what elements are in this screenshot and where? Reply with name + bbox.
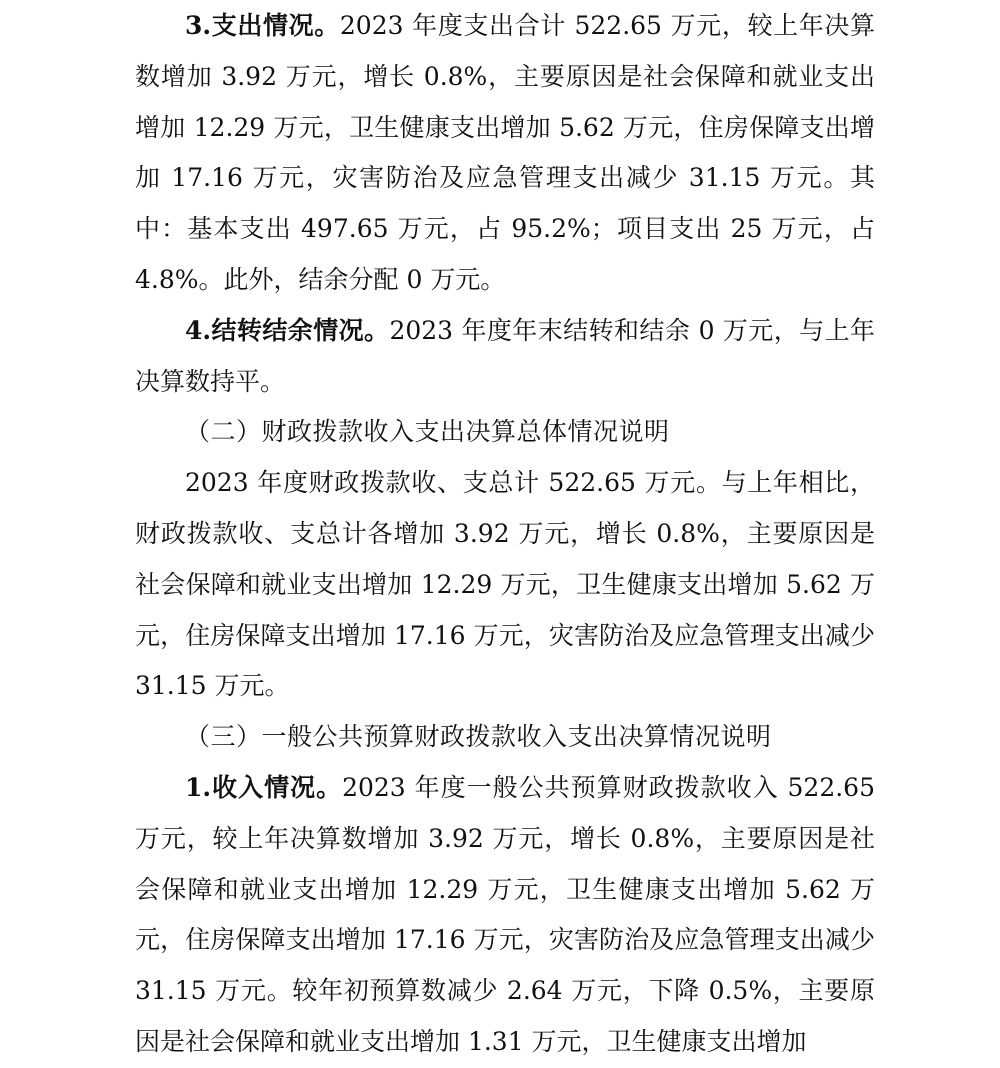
paragraph-body-expenditure: 2023 年度支出合计 522.65 万元，较上年决算数增加 3.92 万元，增长 0.8%，主要原因是社会保障和就业支出增加 12.29 万元，卫生健康支出增加 5.62 万元，住房保障支出增加 17.16 万元，灾害防治及应急管理支出减少 31.15 万元。其中：基本支出 497.65 万元，占 95.2%；项目支出 25 万元，占 4.8%。此外，结余分配 0 万元。 (135, 11, 875, 294)
paragraph-body-income: 2023 年度一般公共预算财政拨款收入 522.65 万元，较上年决算数增加 3.92 万元，增长 0.8%，主要原因是社会保障和就业支出增加 12.29 万元，卫生健康支出增加 5.62 万元，住房保障支出增加 17.16 万元，灾害防治及应急管理支出减少 31.15 万元。较年初预算数减少 2.64 万元，下降 0.5%，主要原因是社会保障和就业支出增加 1.31 万元，卫生健康支出增加 (135, 772, 875, 1056)
paragraph-body-fiscal-overall: 2023 年度财政拨款收、支总计 522.65 万元。与上年相比，财政拨款收、支总计各增加 3.92 万元，增长 0.8%，主要原因是社会保障和就业支出增加 12.29 万元，卫生健康支出增加 5.62 万元，住房保障支出增加 17.16 万元，灾害防治及应急管理支出减少 31.15 万元。 (135, 468, 875, 701)
document-page (135, 0, 875, 1068)
paragraph-lead-expenditure: 3.支出情况。 (185, 11, 340, 40)
paragraph-carryover (135, 306, 875, 408)
section-heading-3: （三）一般公共预算财政拨款收入支出决算情况说明 (185, 722, 772, 752)
paragraph-income (135, 763, 875, 1068)
paragraph-lead-carryover: 4.结转结余情况。 (185, 315, 390, 345)
paragraph-lead-income: 1.收入情况。 (185, 772, 343, 802)
section-heading-2: （二）财政拨款收入支出决算总体情况说明 (185, 417, 670, 447)
paragraph-body-carryover: 2023 年度年末结转和结余 0 万元，与上年决算数持平。 (135, 315, 875, 396)
paragraph-fiscal-overall (135, 458, 875, 712)
paragraph-expenditure (135, 1, 875, 306)
